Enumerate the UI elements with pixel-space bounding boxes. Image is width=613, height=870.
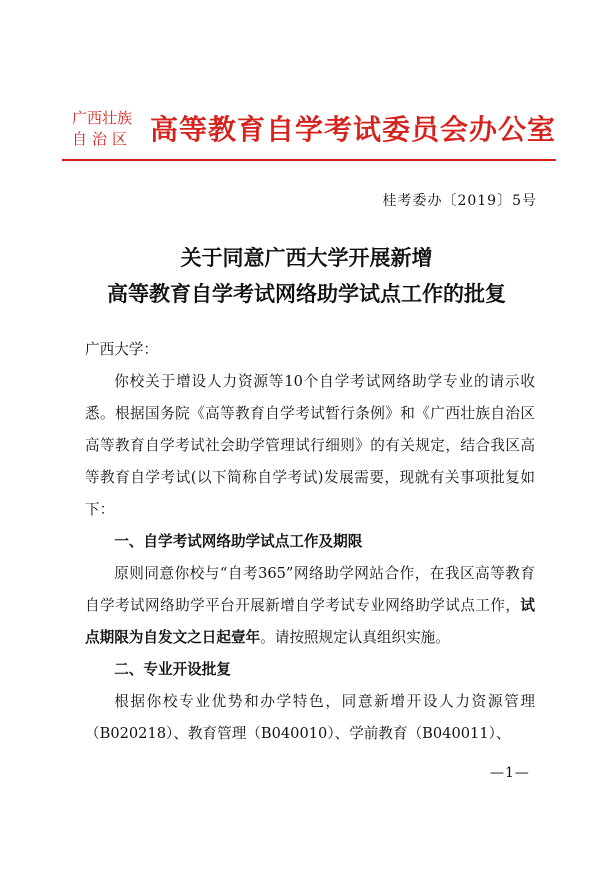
- section-1-paragraph: [85, 558, 535, 654]
- title-line-2: 高等教育自学考试网络助学试点工作的批复: [107, 281, 506, 306]
- document-body: [85, 334, 535, 750]
- letterhead: [0, 0, 613, 170]
- title-line-1: 关于同意广西大学开展新增: [180, 245, 433, 270]
- page-number: —1—: [490, 765, 530, 781]
- section-1-bold-term: 试点期限为自发文之日起壹年: [85, 597, 535, 646]
- region-line-2: 自治区: [72, 130, 133, 148]
- section-2-paragraph: 根据你校专业优势和办学特色，同意新增开设人力资源管理（B020218）、教育管理（B040010）、学前教育（B040011）、: [85, 693, 535, 742]
- document-title: [0, 240, 613, 312]
- document-number: 桂考委办〔2019〕5号: [382, 193, 537, 209]
- section-1-text-before: 原则同意你校与“自考365”网络助学网站合作，在我区高等教育自学考试网络助学平台开展新增自学考试专业网络助学试点工作，: [85, 565, 535, 614]
- red-divider-line: [62, 159, 556, 161]
- section-2-heading: 二、专业开设批复: [114, 661, 231, 678]
- region-name: [72, 108, 144, 150]
- salutation: 广西大学：: [85, 341, 158, 358]
- section-1-text-after: 。请按照规定认真组织实施。: [260, 629, 450, 646]
- paragraph-intro: 你校关于增设人力资源等10个自学考试网络助学专业的请示收悉。根据国务院《高等教育自学考试暂行条例》和《广西壮族自治区高等教育自学考试社会助学管理试行细则》的有关规定，结合我区高等教育自学考试(以下简称自学考试)发展需要，现就有关事项批复如下：: [85, 373, 535, 518]
- region-line-1: 广西壮族: [72, 109, 133, 127]
- section-1-heading: 一、自学考试网络助学试点工作及期限: [114, 533, 363, 550]
- office-name: 高等教育自学考试委员会办公室: [150, 113, 557, 146]
